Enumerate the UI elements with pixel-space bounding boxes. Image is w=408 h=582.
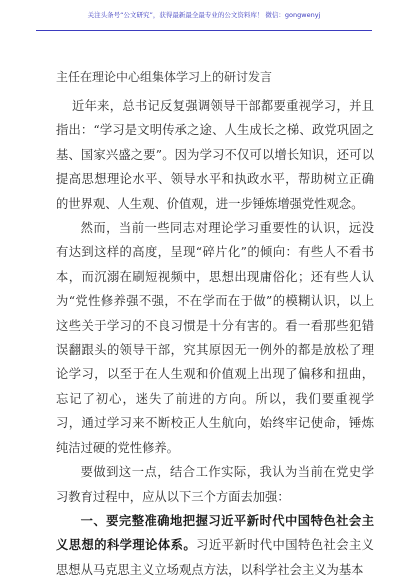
paragraph-3: 要做到这一点，结合工作实际，我认为当前在党史学习教育过程中，应从以下三个方面去加强： xyxy=(56,465,374,504)
document-title: 主任在理论中心组集体学习上的研讨发言 xyxy=(56,70,273,84)
section-heading: 一、要完整准确地把握习近平新时代中国特色社会主义思想的科学理论体系。 xyxy=(56,512,374,553)
paragraph-2: 然而，当前一些同志对理论学习重要性的认识，远没有达到这样的高度，呈现“碎片化”的倾向：有些人不看书本，而沉溺在刷短视频中，思想出现庸俗化；还有些人认为“党性修养强不强，不在学而在于做”的模糊认识，以上这些关于学习的不良习惯是十分有害的。看一看那些犯错误翻跟头的领导干部，究其原因无一例外的都是放松了理论学习，以至于在人生观和价值观上出现了偏移和扭曲，忘记了初心，迷失了前进的方向。所以，我们要重视学习，通过学习来不断校正人生航向，始终牢记使命，锤炼纯洁过硬的党性修养。 xyxy=(56,221,374,455)
header-banner xyxy=(36,6,372,31)
header-banner-text: 关注头条号“公文研究”，获得最新最全最专业的公文资料库！ 微信：gongwenyj xyxy=(87,11,321,19)
section-body-text: 习近平新时代中国特色社会主义思想从马克思主义立场观点方法，以科学社会主义为基本 xyxy=(56,538,374,577)
paragraph-section-1 xyxy=(56,509,374,582)
document-body xyxy=(56,94,374,582)
paragraph-1: 近年来，总书记反复强调领导干部都要重视学习，并且指出：“学习是文明传承之途、人生成长之梯、政党巩固之基、国家兴盛之要”。因为学习不仅可以增长知识，还可以提高思想理论水平、领导水平和执政水平，帮助树立正确的世界观、人生观、价值观，进一步锤炼增强党性观念。 xyxy=(56,99,374,211)
